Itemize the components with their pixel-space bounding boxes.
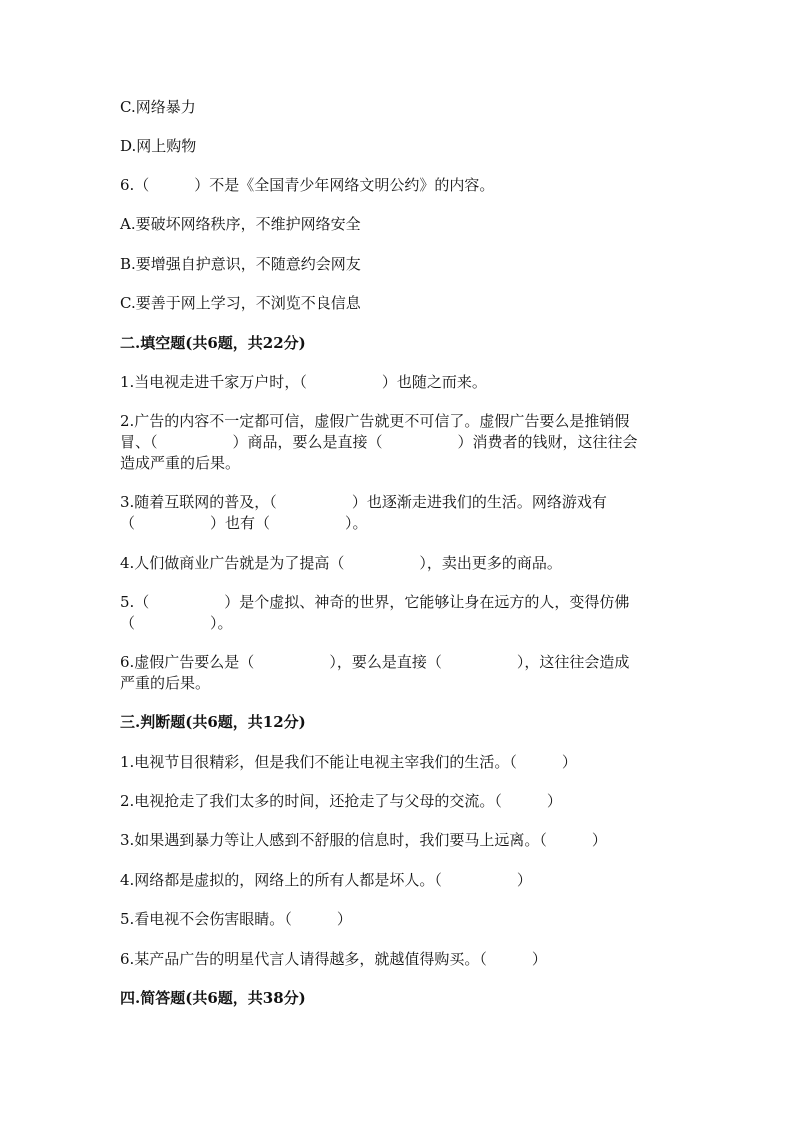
fill-q4: 4.人们做商业广告就是为了提高（ ），卖出更多的商品。 <box>120 554 562 572</box>
fill-q5-line-1: 5.（ ）是个虚拟、神奇的世界，它能够让身在远方的人，变得仿佛 <box>120 593 630 611</box>
fill-q3-line-2: （ ）也有（ ）。 <box>120 514 368 532</box>
q6-option-b: B.要增强自护意识，不随意约会网友 <box>120 255 361 273</box>
fill-q2-line-1: 2.广告的内容不一定都可信，虚假广告就更不可信了。虚假广告要么是推销假 <box>120 412 630 430</box>
judge-q5: 5.看电视不会伤害眼睛。（ ） <box>120 910 352 928</box>
q6-option-a: A.要破坏网络秩序，不维护网络安全 <box>120 215 361 233</box>
section-heading-true-false: 三.判断题(共6题，共12分) <box>120 713 306 731</box>
judge-q4: 4.网络都是虚拟的，网络上的所有人都是坏人。（ ） <box>120 871 532 889</box>
option-d-line: D.网上购物 <box>120 137 197 155</box>
option-c-line: C.网络暴力 <box>120 98 196 116</box>
fill-q6-line-1: 6.虚假广告要么是（ ），要么是直接（ ），这往往会造成 <box>120 653 630 671</box>
fill-q1: 1.当电视走进千家万户时，（ ）也随之而来。 <box>120 373 487 391</box>
section-heading-fill-blank: 二.填空题(共6题，共22分) <box>120 334 306 352</box>
q6-option-c: C.要善于网上学习，不浏览不良信息 <box>120 294 361 312</box>
judge-q1: 1.电视节目很精彩，但是我们不能让电视主宰我们的生活。（ ） <box>120 753 577 771</box>
judge-q3: 3.如果遇到暴力等让人感到不舒服的信息时，我们要马上远离。（ ） <box>120 831 607 849</box>
fill-q3-line-1: 3.随着互联网的普及，（ ）也逐渐走进我们的生活。网络游戏有 <box>120 493 607 511</box>
fill-q5-line-2: （ ）。 <box>120 614 233 632</box>
judge-q6: 6.某产品广告的明星代言人请得越多，就越值得购买。（ ） <box>120 950 547 968</box>
question-6-stem: 6.（ ）不是《全国青少年网络文明公约》的内容。 <box>120 176 495 194</box>
section-heading-short-answer: 四.简答题(共6题，共38分) <box>120 989 306 1007</box>
fill-q6-line-2: 严重的后果。 <box>120 674 211 692</box>
judge-q2: 2.电视抢走了我们太多的时间，还抢走了与父母的交流。（ ） <box>120 792 562 810</box>
fill-q2-line-2: 冒、（ ）商品，要么是直接（ ）消费者的钱财，这往往会 <box>120 433 638 451</box>
fill-q2-line-3: 造成严重的后果。 <box>120 454 241 472</box>
